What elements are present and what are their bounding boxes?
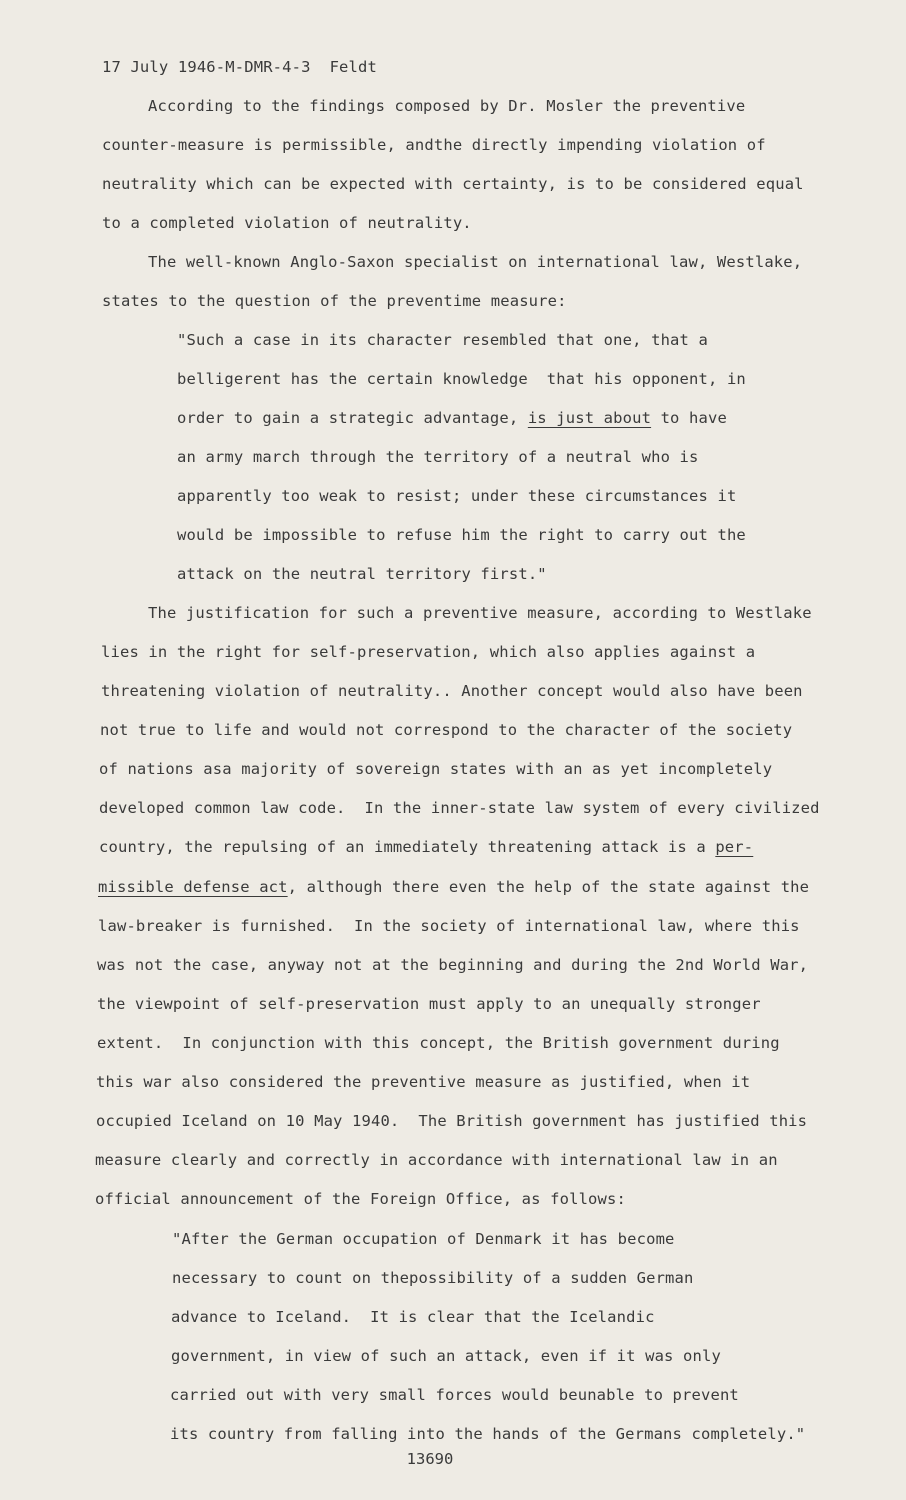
paragraph-2-line: The well-known Anglo-Saxon specialist on international law, Westlake, [148, 253, 803, 271]
paragraph-2-line: states to the question of the preventime measure: [102, 292, 567, 310]
quote-1-text: to have [651, 409, 727, 427]
paragraph-3-line [99, 836, 753, 858]
quote-2-line: "After the German occupation of Denmark it has become [172, 1230, 675, 1248]
quote-1-line: "Such a case in its character resembled that one, that a [177, 331, 708, 349]
paragraph-3-line: this war also considered the preventive measure as justified, when it [96, 1073, 751, 1091]
paragraph-3-line: official announcement of the Foreign Office, as follows: [95, 1190, 626, 1208]
page-number: 13690 [406, 1450, 454, 1468]
paragraph-3-line: The justification for such a preventive measure, according to Westlake [148, 604, 812, 622]
paragraph-3-line: measure clearly and correctly in accordance with international law in an [95, 1151, 778, 1169]
quote-1-line: apparently too weak to resist; under these circumstances it [177, 487, 737, 505]
quote-1-line: would be impossible to refuse him the right to carry out the [177, 526, 746, 544]
underlined-phrase: per- [715, 838, 754, 856]
underlined-phrase: missible defense act [98, 878, 288, 896]
paragraph-3-line: threatening violation of neutrality.. Another concept would also have been [101, 682, 803, 700]
paragraph-1-line: to a completed violation of neutrality. [102, 214, 472, 232]
quote-2-line: government, in view of such an attack, even if it was only [171, 1347, 721, 1365]
paragraph-3-line: was not the case, anyway not at the beginning and during the 2nd World War, [97, 956, 809, 974]
quote-1-text: order to gain a strategic advantage, [177, 409, 528, 427]
paragraph-3-line: extent. In conjunction with this concept, the British government during [97, 1034, 780, 1052]
quote-1-line: an army march through the territory of a neutral who is [177, 448, 699, 466]
document-header: 17 July 1946-M-DMR-4-3 Feldt [102, 58, 377, 76]
paragraph-3-line: not true to life and would not correspond to the character of the society [100, 721, 793, 739]
paragraph-3-line: the viewpoint of self-preservation must apply to an unequally stronger [97, 995, 761, 1013]
paragraph-3-line: lies in the right for self-preservation, which also applies against a [101, 643, 756, 661]
paragraph-3-line [98, 876, 809, 898]
paragraph-3-line: occupied Iceland on 10 May 1940. The British government has justified this [96, 1112, 808, 1130]
quote-2-line: carried out with very small forces would beunable to prevent [170, 1386, 739, 1404]
underlined-phrase: is just about [527, 409, 652, 427]
paragraph-1-line: According to the findings composed by Dr. Mosler the preventive [148, 97, 746, 115]
quote-1-line: belligerent has the certain knowledge that his opponent, in [177, 370, 746, 388]
quote-1-line: attack on the neutral territory first." [177, 565, 547, 583]
quote-1-line [177, 407, 727, 429]
paragraph-3-line: of nations asa majority of sovereign states with an as yet incompletely [99, 760, 773, 778]
paragraph-3-line: law-breaker is furnished. In the society of international law, where this [98, 917, 800, 935]
paragraph-1-line: counter-measure is permissible, andthe directly impending violation of [102, 136, 766, 154]
paragraph-3-line: developed common law code. In the inner-state law system of every civilized [99, 799, 820, 817]
quote-2-line: necessary to count on thepossibility of a sudden German [172, 1269, 694, 1287]
quote-2-line: advance to Iceland. It is clear that the Icelandic [171, 1308, 655, 1326]
quote-2-line: its country from falling into the hands of the Germans completely." [170, 1425, 806, 1443]
paragraph-3-text: country, the repulsing of an immediately threatening attack is a [99, 838, 716, 856]
paragraph-3-text: , although there even the help of the state against the [287, 878, 810, 896]
paragraph-1-line: neutrality which can be expected with certainty, is to be considered equal [102, 175, 804, 193]
